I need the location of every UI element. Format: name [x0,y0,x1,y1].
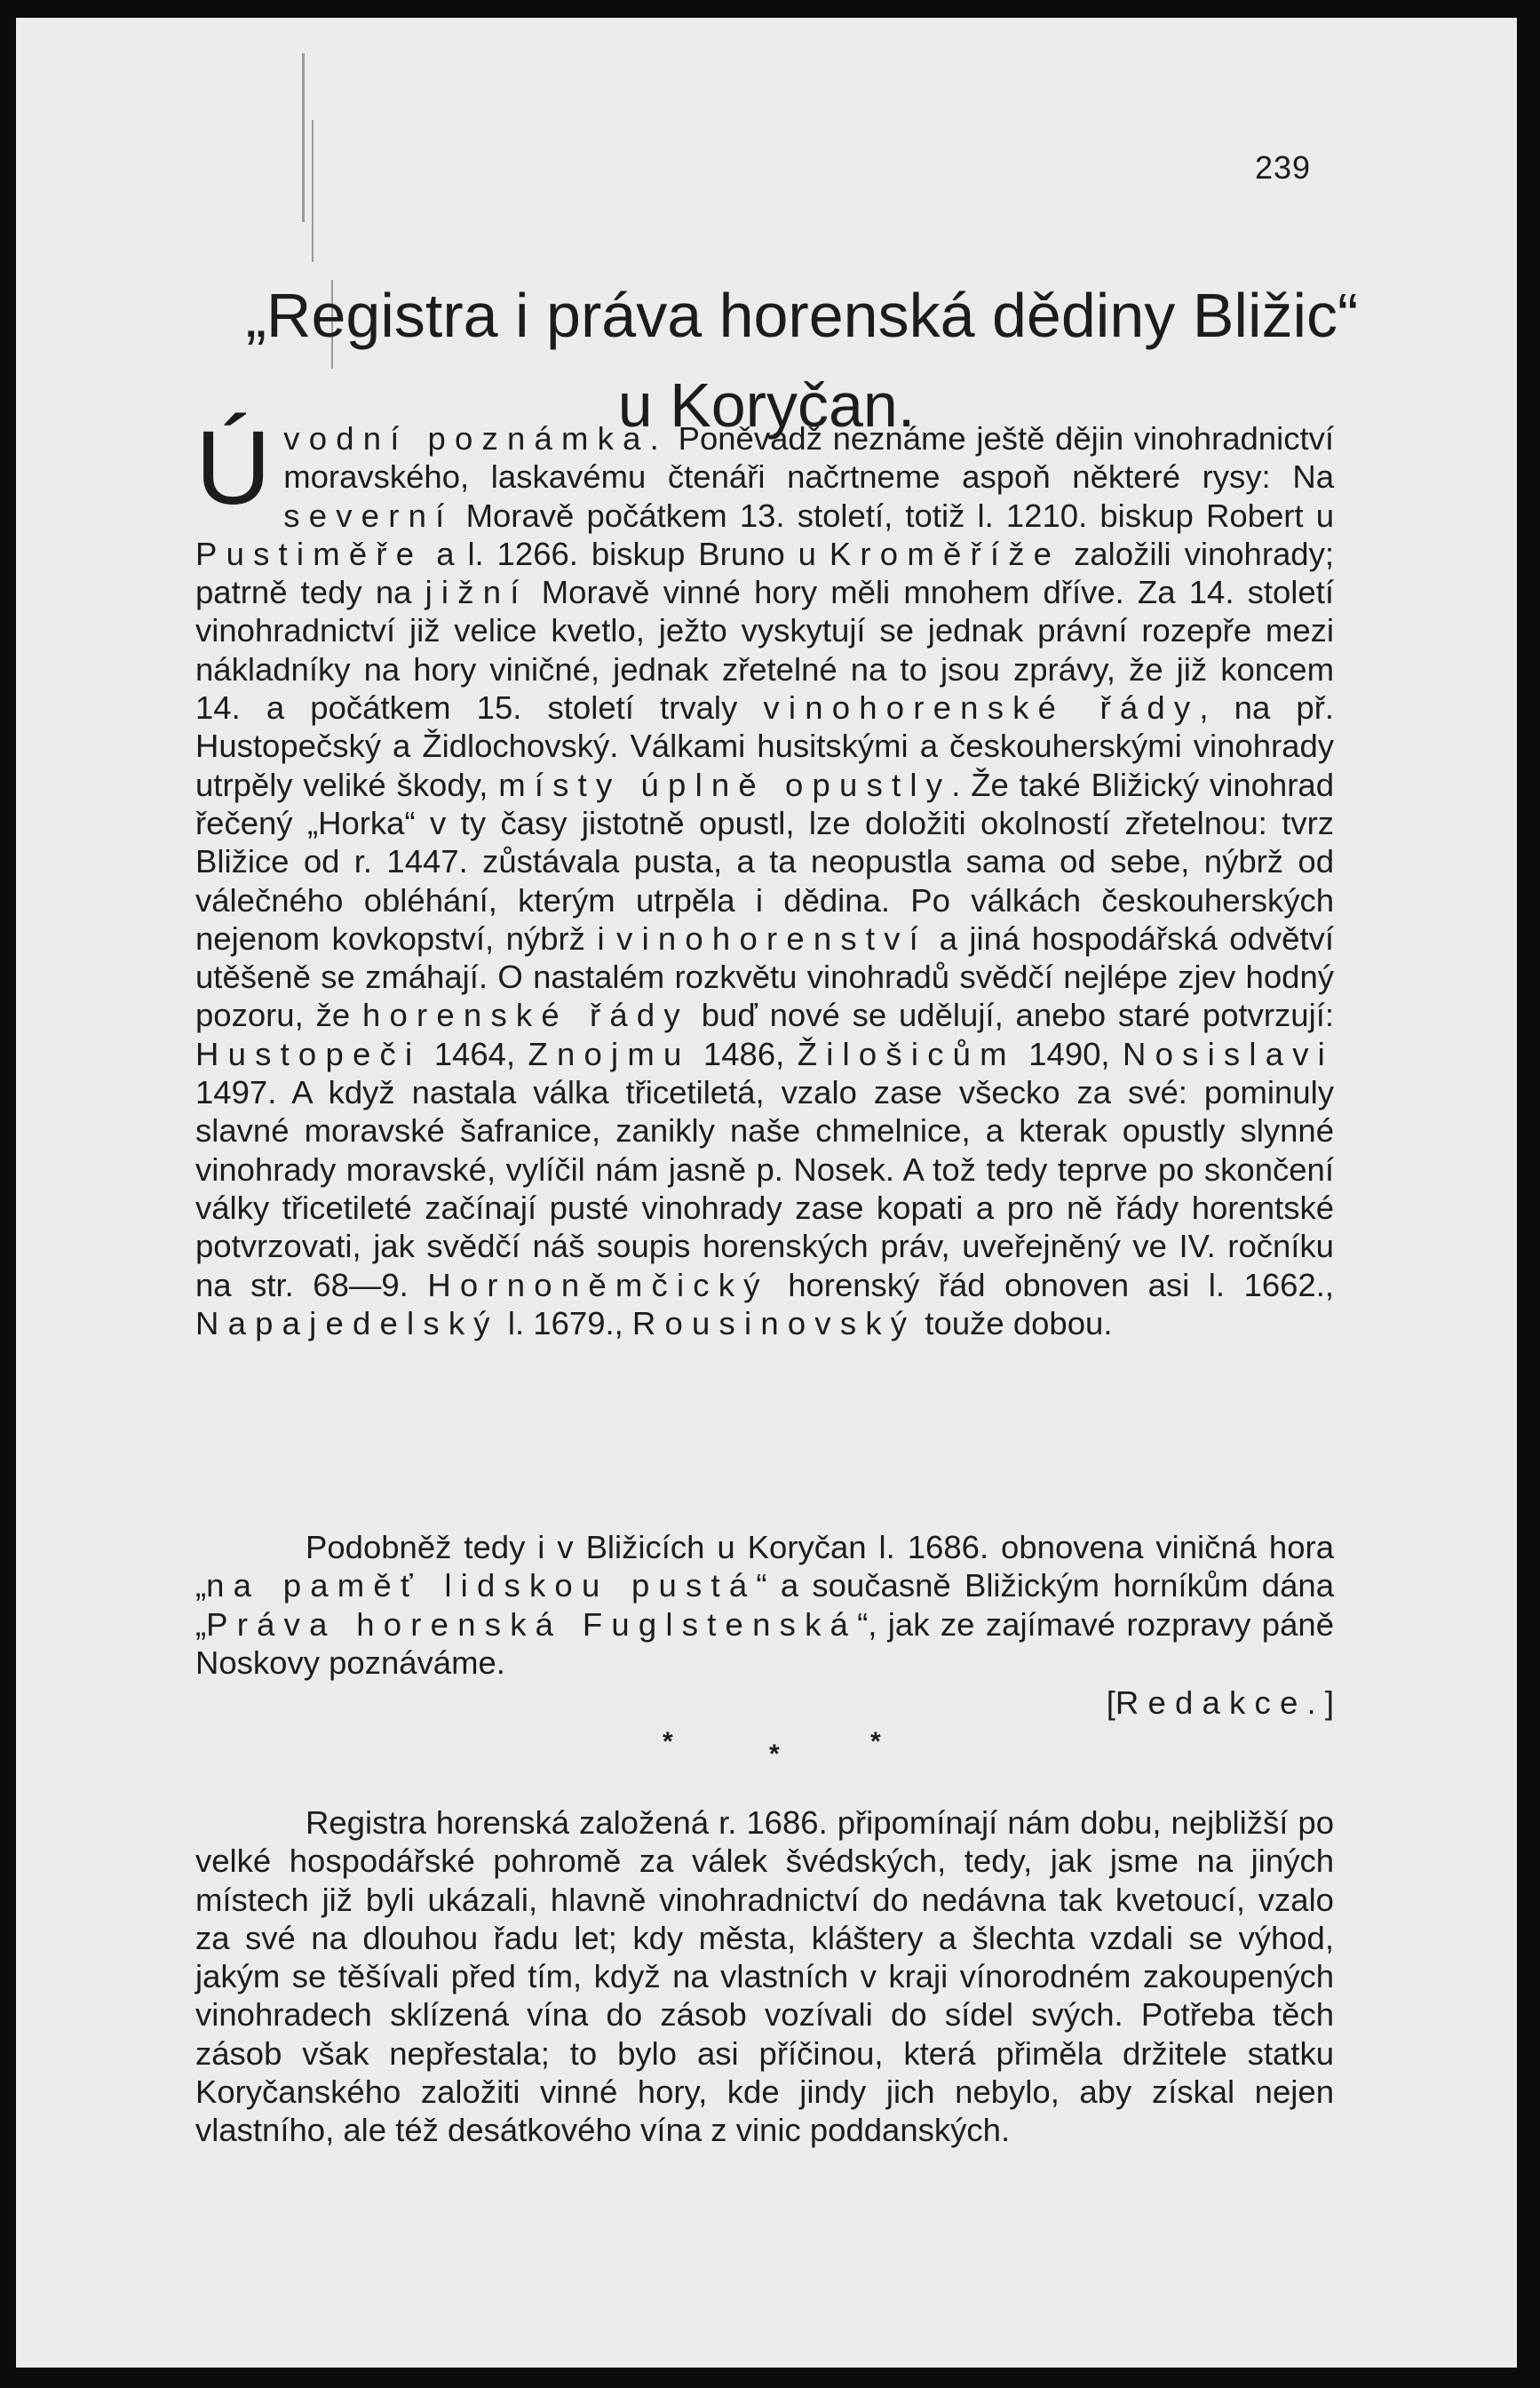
spaced-emphasis: severní [283,497,454,534]
spaced-emphasis: Pustiměře [195,535,424,572]
text-run: . Že také Bližický vinohrad řečený „Horka“ v ty časy jistotně opustl, lze doložiti okolností zřetelnou: tvrz Bližice od r. 1447. zůstávala pusta, a ta neopustla sama od sebe, nýbrž od válečného obléhání, kterým utrpěla i dědina. Po válkách českouherských nejenom kovkopství, nýbrž i [195,766,1334,957]
dropcap: Ú [195,410,272,527]
text-run: “ a současně Bližickým horníkům dána „ [195,1567,1334,1643]
spaced-emphasis: horenské řády [362,997,689,1034]
text-run: l. 1679., [498,1304,632,1341]
asterisk: * [663,1727,673,1756]
spaced-emphasis: Rousinovský [631,1304,917,1341]
spaced-emphasis: Napajedelský [195,1304,499,1341]
spaced-emphasis: Znojmu [528,1035,691,1072]
spaced-emphasis: Hornoněmčický [427,1266,769,1303]
spaced-emphasis: vinohorenství [616,919,928,957]
editor-signature: [Redakce.] [1106,1684,1334,1722]
asterisk: * [769,1739,780,1769]
text-run: touže dobou. [916,1304,1113,1341]
intro-body [195,410,1335,1341]
text-run: 1497. A když nastala válka třicetiletá, vzalo zase všecko za své: pominuly slavné moravské šafranice, zanikly naše chmelnice, a kterak opustly slynné vinohrady moravské, vylíčil nám jasně p. Nosek. A tož tedy teprve po skončení války třicetileté začínají pusté vinohrady zase kopati a pro ně řády horentské potvrzovati, jak svědčí náš soupis horenských práv, uveřejněný ve IV. ročníku na str. 68—9. [195,1074,1334,1303]
page-title: „Registra i práva horenská dědiny Bližic“ [245,280,1359,350]
spaced-emphasis: jižní [425,574,528,611]
spaced-emphasis: na paměť lidskou pustá [206,1567,757,1604]
spaced-emphasis: Hustopeči [195,1035,422,1072]
spaced-emphasis: Žilošicům [797,1035,1016,1072]
spaced-emphasis: Práva horenská Fuglstenská [206,1605,858,1643]
intro-heading: vodní poznámka. [283,420,668,457]
scan-artifact-line [302,53,305,222]
spaced-emphasis: vinohorenské řády [763,689,1200,727]
text-run: 1486, [690,1035,798,1072]
second-body [195,1529,1334,1681]
text-run: 1464, [421,1035,528,1072]
scanned-page [16,18,1517,2368]
text-run: , na př. Hustopečský a Židlochovský. Válkami husitskými a českouherskými vinohrady utrpěly veliké škody, [195,689,1335,803]
spaced-emphasis: Kroměříže [829,535,1061,572]
asterisk: * [870,1727,881,1756]
text-run: a jiná hospodářská odvětví utěšeně se zmáhají. O nastalém rozkvětu vinohradů svědčí nejlépe zjev hodný pozoru, že [195,919,1334,1034]
text-run: Poněvadž neznáme ještě dějin vinohradnictví moravského, laskavému čtenáři načrtneme aspoň některé rysy: Na [283,420,1334,496]
intro-paragraph [195,410,1335,1342]
text-run: Podobněž tedy i v Bližicích u Koryčan l. 1686. obnovena viničná hora „ [195,1529,1334,1604]
text-run: buď nové se udělují, anebo staré potvrzují: [688,997,1334,1034]
text-run: Moravě počátkem 13. století, totiž l. 1210. biskup Robert u [453,497,1334,534]
page-subtitle: u Koryčan. [617,370,916,441]
page-number: 239 [1255,149,1312,186]
scan-artifact-line [312,120,314,262]
spaced-emphasis: Nosislavi [1123,1035,1335,1072]
spaced-emphasis: místy úplně opustly [498,766,952,803]
text-run: “, jak ze zajímavé rozpravy páně Noskovy poznáváme. [195,1605,1334,1681]
text-run: založili vinohrady; patrně tedy na [195,535,1334,611]
text-run: 1490, [1015,1035,1123,1072]
signature-word: Redakce. [1115,1684,1325,1722]
text-run: horenský řád obnoven asi l. 1662., [768,1266,1334,1303]
text-run: Moravě vinné hory měli mnohem dříve. Za 14. století vinohradnictví již velice kvetlo, ježto vyskytují se jednak právní rozepře mezi nákladníky na hory viničné, jednak zřetelné na to jsou zprávy, že již koncem 14. a počátkem 15. století trvaly [195,574,1335,727]
asterism-separator [638,1727,904,1769]
third-paragraph: Registra horenská založená r. 1686. připomínají nám dobu, nejbližší po velké hospodářské pohromě za válek švédských, tedy, jak jsme na jiných místech již byli ukázali, hlavně vinohradnictví do nedávna tak kvetoucí, vzalo za své na dlouhou řadu let; kdy města, kláštery a šlechta vzdali se výhod, jakým se těšívali před tím, když na vlastních v kraji vínorodném zakoupených vinohradech sklízená vína do zásob vozívali do sídel svých. Potřeba těch zásob však nepřestala; to bylo asi příčinou, která přiměla držitele statku Koryčanského založiti vinné hory, kde jindy jich nebylo, aby získal nejen vlastního, ale též desátkového vína z vinic poddanských. [195,1804,1334,2149]
text-run: a l. 1266. biskup Bruno u [423,535,830,572]
second-paragraph [195,1528,1334,1722]
